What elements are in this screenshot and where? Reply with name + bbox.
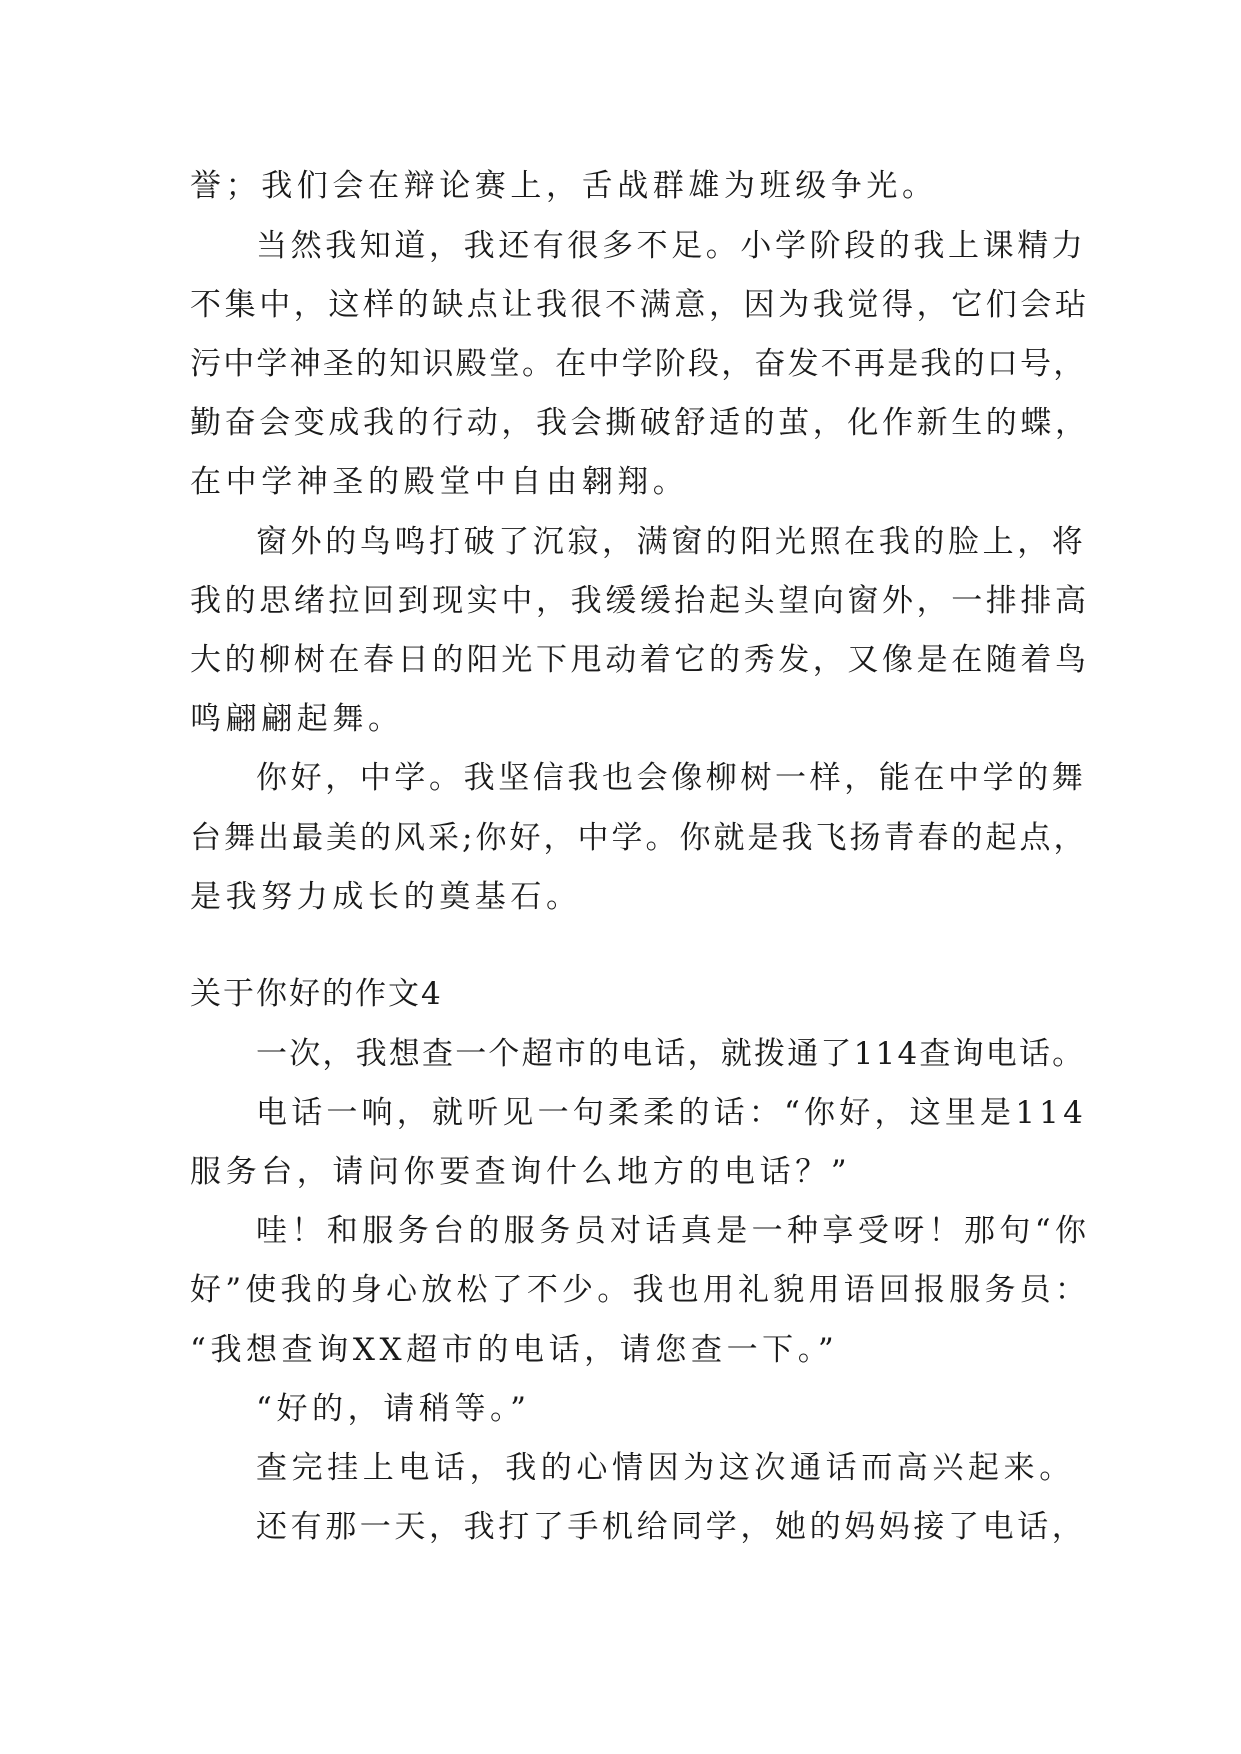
paragraph-first-line: 当然我知道，我还有很多不足。小学阶段的我上课精力 [256,228,1087,264]
text-line: 是我努力成长的奠基石。 [190,879,582,915]
text-line: “我想查询XX超市的电话，请您查一下。” [190,1332,839,1368]
text-line: 誉；我们会在辩论赛上，舌战群雄为班级争光。 [190,168,938,204]
text-line: 大的柳树在春日的阳光下甩动着它的秀发，又像是在随着鸟 [190,642,1090,678]
paragraph-first-line: 你好，中学。我坚信我也会像柳树一样，能在中学的舞 [256,760,1087,796]
text-line: 在中学神圣的殿堂中自由翱翔。 [190,464,689,500]
text-line: 污中学神圣的知识殿堂。在中学阶段，奋发不再是我的口号， [190,346,1087,382]
text-line: 鸣翩翩起舞。 [190,701,404,737]
text-line: 服务台，请问你要查询什么地方的电话？” [190,1154,852,1190]
text-line: 好”使我的身心放松了不少。我也用礼貌用语回报服务员： [190,1272,1091,1308]
section-heading: 关于你好的作文4 [190,976,443,1012]
text-line: 不集中，这样的缺点让我很不满意，因为我觉得，它们会玷 [190,287,1090,323]
text-line: 我的思绪拉回到现实中，我缓缓抬起头望向窗外，一排排高 [190,583,1090,619]
paragraph-first-line: 还有那一天，我打了手机给同学，她的妈妈接了电话， [256,1509,1087,1545]
paragraph-first-line: 哇！和服务台的服务员对话真是一种享受呀！那句“你 [256,1213,1091,1249]
paragraph-first-line: 一次，我想查一个超市的电话，就拨通了114查询电话。 [256,1036,1086,1072]
paragraph-first-line: “好的，请稍等。” [256,1391,531,1427]
text-line: 勤奋会变成我的行动，我会撕破舒适的茧，化作新生的蝶， [190,405,1090,441]
paragraph-first-line: 窗外的鸟鸣打破了沉寂，满窗的阳光照在我的脸上，将 [256,524,1087,560]
paragraph-first-line: 电话一响，就听见一句柔柔的话：“你好，这里是114 [256,1095,1088,1131]
paragraph-first-line: 查完挂上电话，我的心情因为这次通话而高兴起来。 [256,1450,1075,1486]
text-line: 台舞出最美的风采;你好，中学。你就是我飞扬青春的起点， [190,820,1088,856]
